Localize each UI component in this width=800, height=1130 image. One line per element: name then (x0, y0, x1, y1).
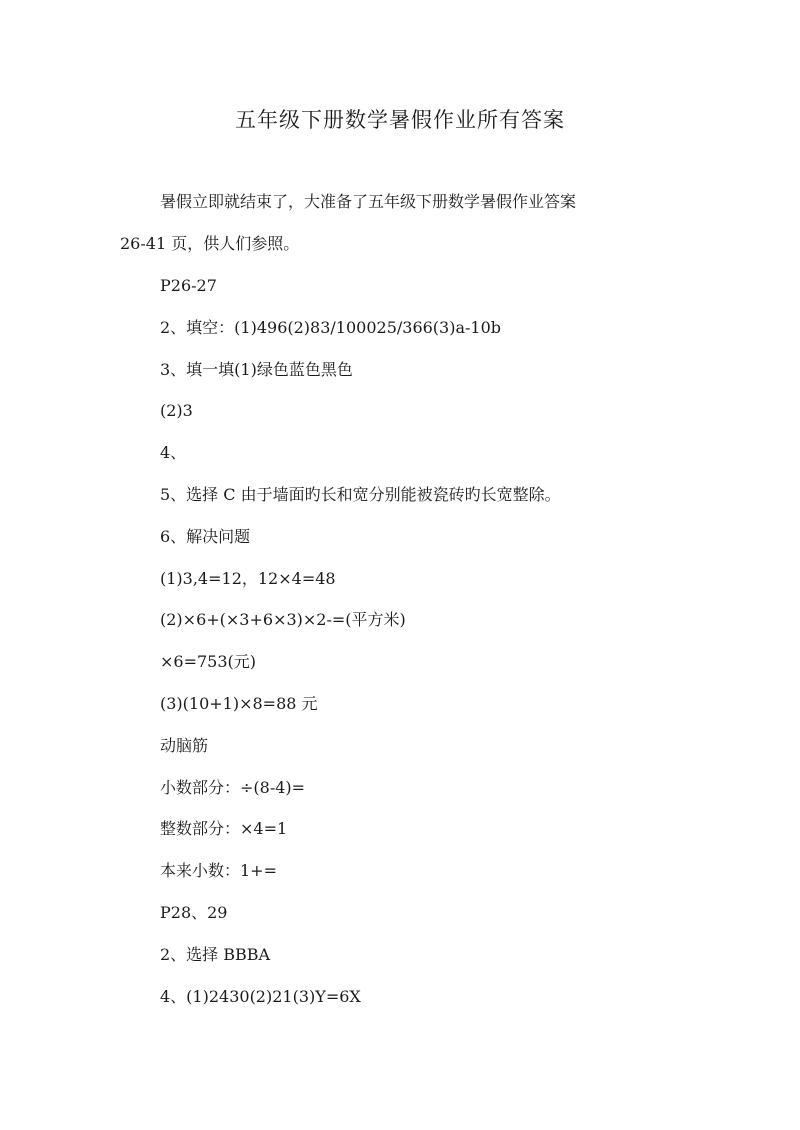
answer-line: P28、29 (160, 902, 228, 922)
answer-line: 动脑筋 (160, 735, 209, 755)
answer-line: 2、填空：(1)496(2)83/100025/366(3)a-10b (160, 317, 502, 337)
answer-line: 6、解决问题 (160, 526, 251, 546)
answer-line: ×6=753(元) (160, 652, 257, 672)
answer-line: P26-27 (160, 276, 217, 295)
answer-line: 4、 (160, 443, 187, 463)
answer-lines (160, 268, 720, 1020)
answer-line: 小数部分：÷(8-4)= (160, 777, 306, 797)
answer-line: 2、选择 BBBA (160, 944, 271, 964)
answer-line: 5、选择 C 由于墙面旳长和宽分别能被瓷砖旳长宽整除。 (160, 484, 561, 504)
answer-line: 3、填一填(1)绿色蓝色黑色 (160, 359, 353, 379)
intro-line-1: 暑假立即就结束了，大准备了五年级下册数学暑假作业答案 (160, 192, 577, 211)
intro-line-2: 26-41 页，供人们参照。 (120, 234, 300, 253)
answer-line: (2)3 (160, 401, 193, 421)
answer-line: 4、(1)2430(2)21(3)Y=6X (160, 986, 361, 1006)
document-title: 五年级下册数学暑假作业所有答案 (235, 108, 565, 132)
answer-line: 整数部分：×4=1 (160, 819, 288, 839)
answer-line: (2)×6+(×3+6×3)×2-=(平方米) (160, 610, 406, 630)
answer-line: (3)(10+1)×8=88 元 (160, 693, 318, 713)
answer-line: 本来小数：1+= (160, 861, 277, 881)
answer-line: (1)3,4=12，12×4=48 (160, 568, 336, 588)
